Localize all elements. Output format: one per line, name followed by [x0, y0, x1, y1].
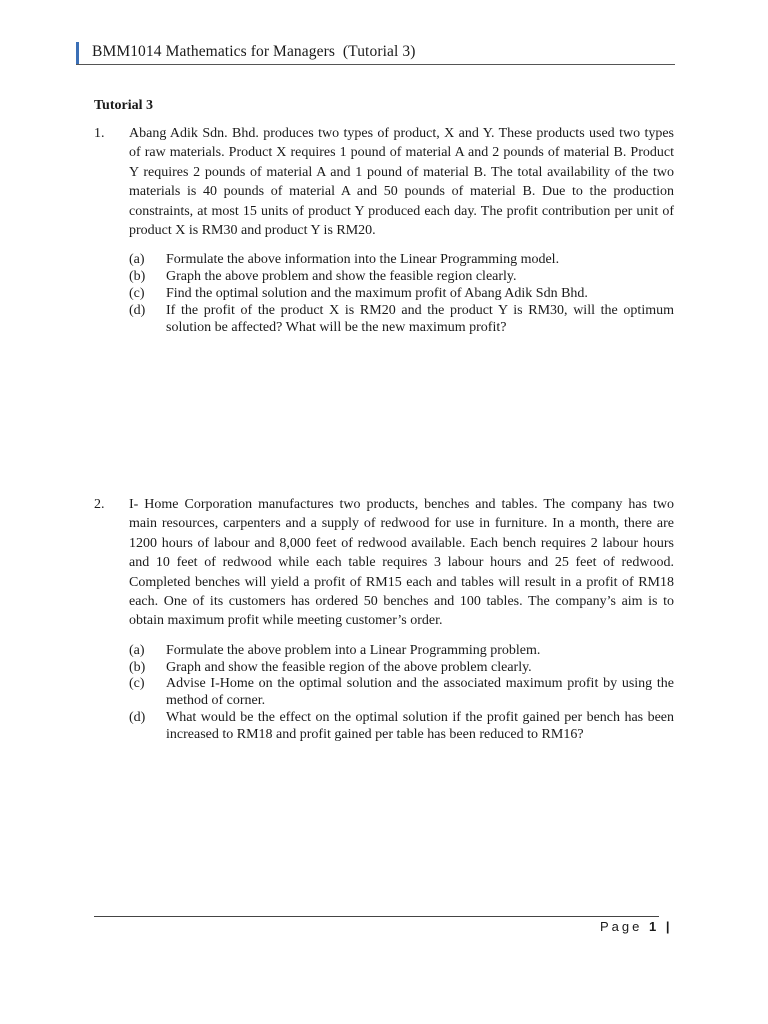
part-text: Graph the above problem and show the feasible region clearly.: [166, 269, 517, 285]
question-1: [94, 124, 674, 336]
part-text: Graph and show the feasible region of the above problem clearly.: [166, 659, 532, 675]
page-label: Page: [600, 919, 643, 934]
part-label: (a): [129, 252, 145, 268]
question-parts: [129, 643, 674, 744]
question-2: [94, 495, 674, 744]
page-number-footer: [600, 919, 673, 934]
part-label: (a): [129, 642, 145, 658]
question-number: 1.: [94, 126, 105, 141]
question-part: [129, 660, 674, 677]
part-text: Advise I-Home on the optimal solution and the associated maximum profit by using the method of corner.: [166, 676, 674, 709]
question-text: Abang Adik Sdn. Bhd. produces two types of product, X and Y. These products used two types of raw materials. Product X requires 1 pound of material A and 2 pounds of material B. Product Y requires 2 pounds of material A and 1 pound of material B. The total availability of the two materials is 40 pounds of material A and 50 pounds of material B. Due to the production constraints, at most 15 units of product Y produced each day. The profit contribution per unit of product X is RM30 and product Y is RM20.: [129, 126, 674, 239]
question-part: [129, 252, 674, 269]
question-text: I- Home Corporation manufactures two products, benches and tables. The company has two main resources, carpenters and a supply of redwood for use in furniture. In a month, there are 1200 hours of labour and 8,000 feet of redwood available. Each bench requires 2 labour hours and 10 feet of redwood while each table requires 3 labour hours and 25 feet of redwood. Completed benches will yield a profit of RM15 each and tables will result in a profit of RM18 each. One of its customers has ordered 50 benches and 100 tables. The company’s aim is to obtain maximum profit while meeting customer’s order.: [129, 497, 674, 629]
page-separator: |: [665, 919, 673, 934]
question-part: [129, 303, 674, 337]
question-number: 2.: [94, 497, 105, 512]
part-label: (d): [129, 710, 146, 726]
question-part: [129, 269, 674, 286]
tutorial-title: Tutorial 3: [94, 98, 153, 113]
question-part: [129, 286, 674, 303]
header-title: BMM1014 Mathematics for Managers (Tutorial 3): [92, 43, 416, 60]
part-label: (d): [129, 302, 146, 318]
part-text: Formulate the above problem into a Linear Programming problem.: [166, 642, 541, 658]
page-header: [76, 42, 675, 65]
part-text: Formulate the above information into the Linear Programming model.: [166, 252, 560, 268]
question-part: [129, 643, 674, 660]
footer-divider: [94, 916, 659, 917]
question-part: [129, 676, 674, 710]
question-part: [129, 710, 674, 744]
part-text: If the profit of the product X is RM20 and the product Y is RM30, will the optimum solution be affected? What will be the new maximum profit?: [166, 302, 674, 335]
question-parts: [129, 252, 674, 336]
part-text: What would be the effect on the optimal solution if the profit gained per bench has been increased to RM18 and profit gained per table has been reduced to RM16?: [166, 710, 674, 742]
page-number: 1: [649, 919, 660, 934]
part-label: (c): [129, 286, 145, 302]
header-accent-bar: [76, 42, 79, 64]
part-label: (c): [129, 676, 145, 692]
part-label: (b): [129, 659, 146, 675]
part-label: (b): [129, 269, 146, 285]
part-text: Find the optimal solution and the maximum profit of Abang Adik Sdn Bhd.: [166, 286, 588, 302]
